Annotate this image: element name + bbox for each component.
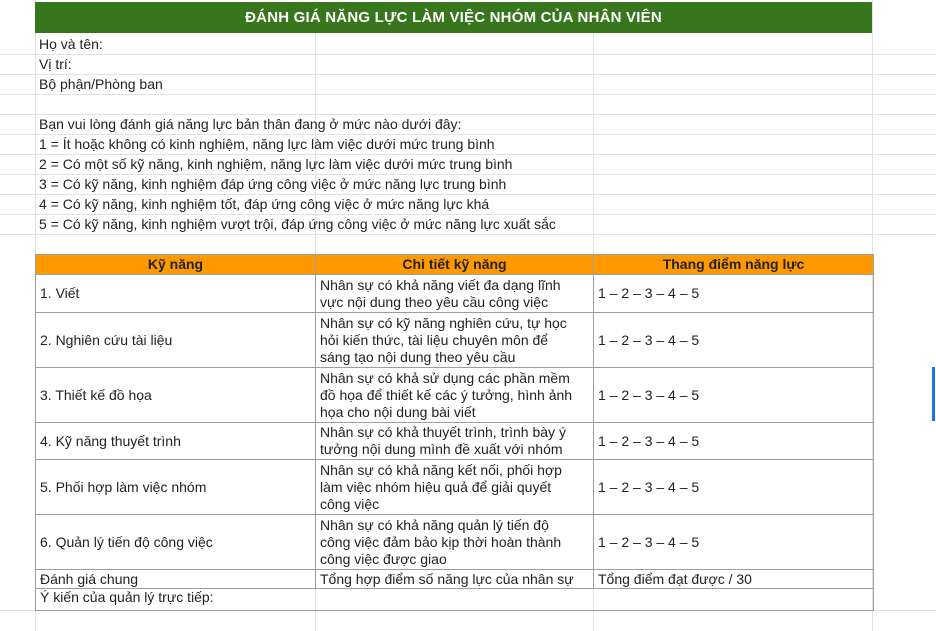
overall-assessment-label[interactable]: Đánh giá chung [36, 570, 316, 589]
skill-cell[interactable]: 3. Thiết kế đồ họa [36, 368, 316, 423]
skill-cell[interactable]: 6. Quản lý tiến độ công việc [36, 515, 316, 570]
score-scale-cell[interactable]: 1 – 2 – 3 – 4 – 5 [594, 423, 874, 460]
skill-detail-cell[interactable] [316, 275, 594, 313]
position-field-label[interactable]: Vị trí: [39, 56, 72, 72]
detail-line: Nhân sự có khả thuyết trình, trình bày ý [320, 424, 566, 440]
skill-cell[interactable]: 2. Nghiên cứu tài liệu [36, 313, 316, 368]
detail-line: đồ họa để thiết kế các ý tưởng, hình ảnh [320, 386, 573, 403]
level-2-text[interactable]: 2 = Có một số kỹ năng, kinh nghiệm, năng lực làm việc dưới mức trung bình [39, 156, 513, 172]
detail-line: họa cho nội dung bài viết [320, 403, 476, 420]
detail-line: Nhân sự có khả năng quản lý tiến độ [320, 516, 549, 533]
detail-line: Nhân sự có khả sử dụng các phần mềm [320, 369, 570, 386]
score-scale-cell[interactable]: 1 – 2 – 3 – 4 – 5 [594, 368, 874, 423]
manager-comment-cell[interactable]: Ý kiến của quản lý trực tiếp: [36, 589, 874, 611]
table-row [36, 275, 874, 313]
header-skill-detail[interactable]: Chi tiết kỹ năng [316, 255, 594, 275]
table-row [36, 515, 874, 570]
skill-detail-cell[interactable] [316, 313, 594, 368]
department-field-label[interactable]: Bộ phận/Phòng ban [39, 76, 163, 92]
skill-detail-cell[interactable] [316, 368, 594, 423]
table-header-row [36, 255, 874, 275]
summary-row [36, 570, 874, 589]
score-scale-cell[interactable]: 1 – 2 – 3 – 4 – 5 [594, 515, 874, 570]
skill-detail-cell[interactable] [316, 423, 594, 460]
detail-line: công việc được giao [320, 550, 447, 567]
header-skill[interactable]: Kỹ năng [36, 255, 316, 275]
table-row [36, 460, 874, 515]
detail-line: Nhân sự có kỹ năng nghiên cứu, tự học [320, 314, 567, 331]
cell-selection-indicator [932, 367, 935, 421]
score-scale-cell[interactable]: 1 – 2 – 3 – 4 – 5 [594, 313, 874, 368]
instruction-prompt[interactable]: Bạn vui lòng đánh giá năng lực bản thân đang ở mức nào dưới đây: [39, 116, 462, 132]
level-5-text[interactable]: 5 = Có kỹ năng, kinh nghiệm vượt trội, đáp ứng công việc ở mức năng lực xuất sắc [39, 216, 556, 232]
detail-line: công việc [320, 495, 380, 512]
detail-line: vực nội dung theo yêu cầu công việc [320, 293, 549, 310]
summary-detail-cell[interactable]: Tổng hợp điểm số năng lực của nhân sự [316, 570, 594, 589]
detail-line: sáng tạo nội dung theo yêu cầu [320, 348, 516, 365]
level-1-text[interactable]: 1 = Ít hoặc không có kinh nghiệm, năng lực làm việc dưới mức trung bình [39, 136, 495, 152]
skills-table [35, 254, 874, 611]
score-scale-cell[interactable]: 1 – 2 – 3 – 4 – 5 [594, 275, 874, 313]
total-score-cell[interactable]: Tổng điểm đạt được / 30 [594, 570, 874, 589]
table-row [36, 313, 874, 368]
skill-cell[interactable]: 4. Kỹ năng thuyết trình [36, 423, 316, 460]
level-4-text[interactable]: 4 = Có kỹ năng, kinh nghiệm tốt, đáp ứng công việc ở mức năng lực khá [39, 196, 490, 212]
detail-line: Nhân sự có khả năng kết nối, phối hợp [320, 461, 562, 478]
level-3-text[interactable]: 3 = Có kỹ năng, kinh nghiệm đáp ứng công việc ở mức năng lực trung bình [39, 176, 507, 192]
sheet-title[interactable]: ĐÁNH GIÁ NĂNG LỰC LÀM VIỆC NHÓM CỦA NHÂN VIÊN [35, 2, 872, 33]
table-row [36, 368, 874, 423]
detail-line: làm việc nhóm hiệu quả để giải quyết [320, 478, 552, 495]
detail-line: tưởng nội dung mình đề xuất với nhóm [320, 441, 563, 457]
detail-line: Nhân sự có khả năng viết đa dạng lĩnh [320, 276, 561, 293]
skill-cell[interactable]: 5. Phối hợp làm việc nhóm [36, 460, 316, 515]
skill-detail-cell[interactable] [316, 515, 594, 570]
skill-cell[interactable]: 1. Viết [36, 275, 316, 313]
table-row [36, 423, 874, 460]
detail-line: hỏi kiến thức, tài liệu chuyên môn để [320, 331, 549, 348]
detail-line: công việc đảm bảo kịp thời hoàn thành [320, 533, 562, 550]
skill-detail-cell[interactable] [316, 460, 594, 515]
score-scale-cell[interactable]: 1 – 2 – 3 – 4 – 5 [594, 460, 874, 515]
header-score-scale[interactable]: Thang điểm năng lực [594, 255, 874, 275]
manager-comment-row [36, 589, 874, 611]
name-field-label[interactable]: Họ và tên: [39, 36, 103, 52]
